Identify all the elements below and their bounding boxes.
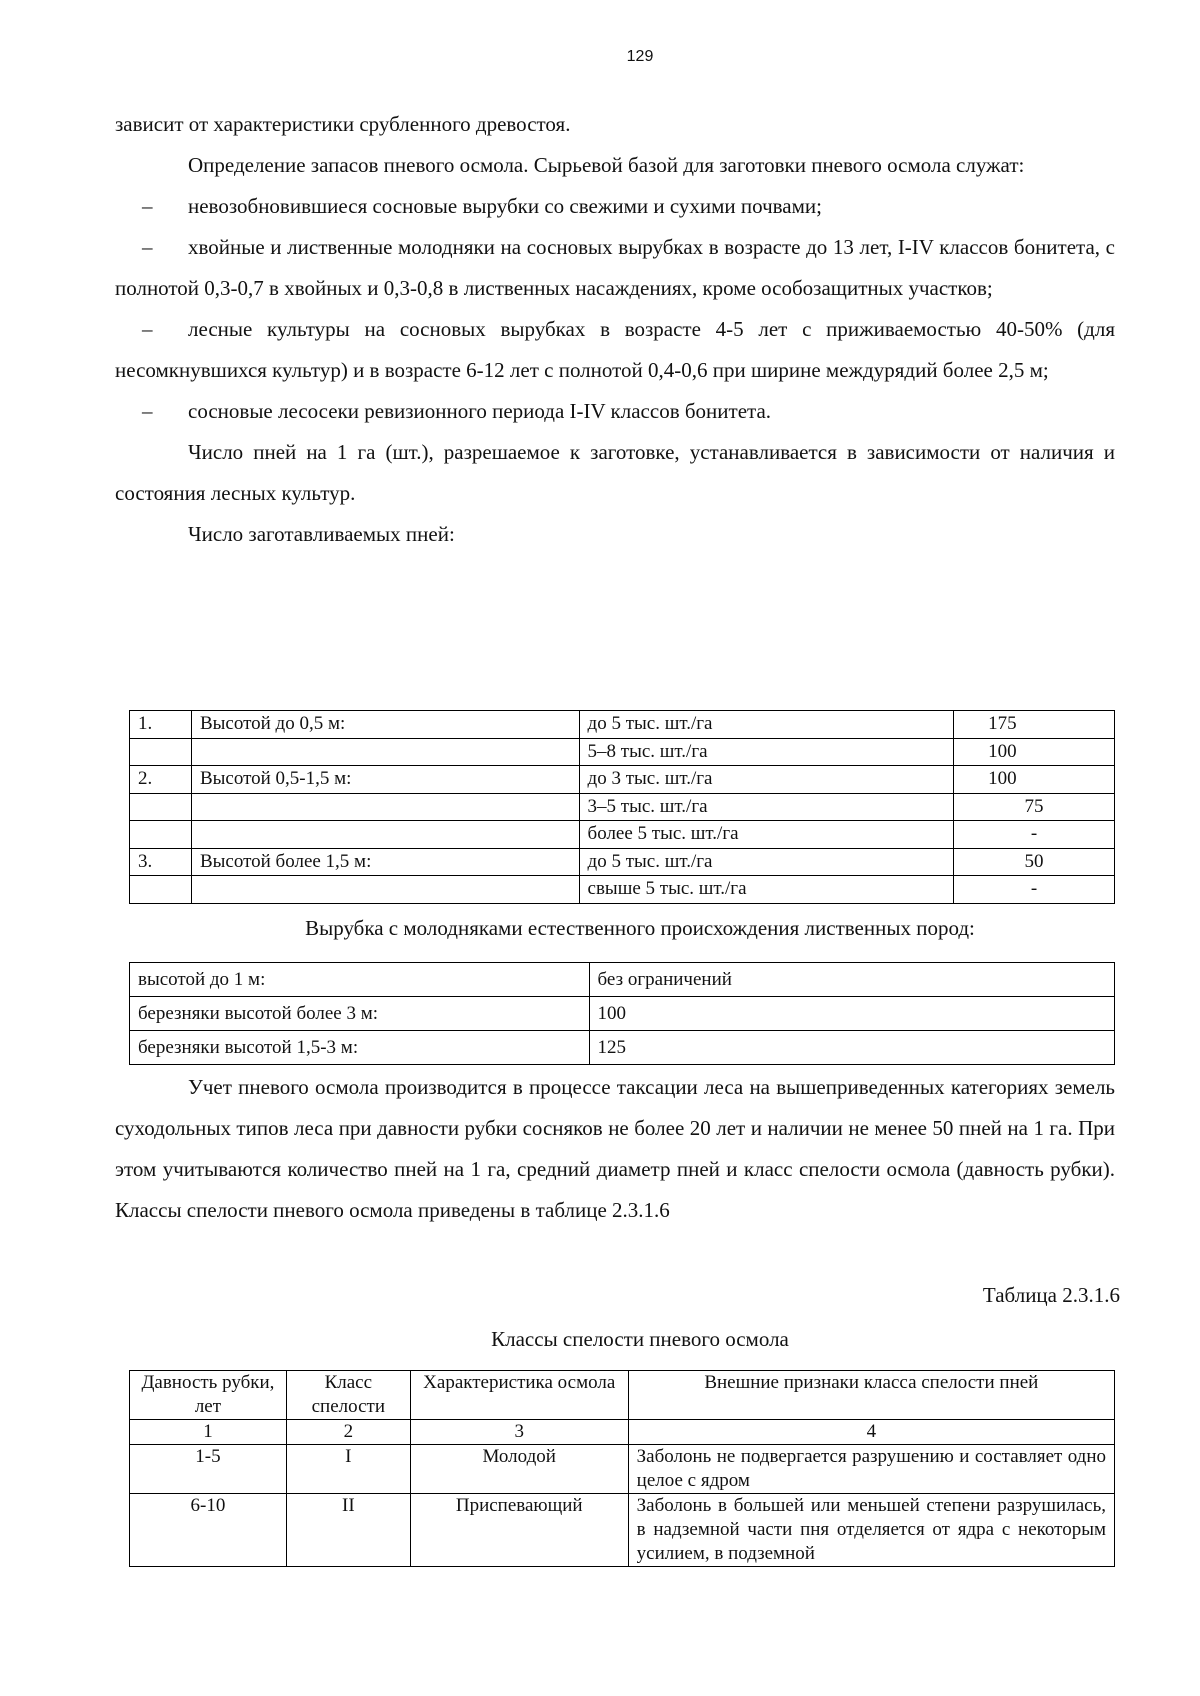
table-cell: до 5 тыс. шт./га xyxy=(579,848,954,876)
list-item xyxy=(115,227,1115,309)
paragraph: Число пней на 1 га (шт.), разрешаемое к заготовке, устанавливается в зависимости от наличия и состояния лесных культур. xyxy=(115,440,1115,505)
page-number: 129 xyxy=(626,48,654,65)
table-row xyxy=(130,1031,1115,1065)
table-header-cell: Внешние признаки класса спелости пней xyxy=(628,1371,1114,1420)
table-number-cell: 1 xyxy=(130,1420,287,1445)
table-cell xyxy=(130,876,192,904)
table-cell: высотой до 1 м: xyxy=(130,963,590,997)
list-item-text: лесные культуры на сосновых вырубках в возрасте 4-5 лет с приживаемостью 40-50% (для несомкнувшихся культур) и в возрасте 6-12 лет с полнотой 0,4-0,6 при ширине междурядий более 2,5 м; xyxy=(115,317,1115,382)
table-cell: 125 xyxy=(589,1031,1114,1065)
table-header-cell: Характеристика осмола xyxy=(410,1371,628,1420)
table-cell: Высотой 0,5-1,5 м: xyxy=(191,766,579,794)
table-cell: 100 xyxy=(954,766,1115,794)
table-row xyxy=(130,793,1115,821)
table-cell: до 3 тыс. шт./га xyxy=(579,766,954,794)
list-item-text: сосновые лесосеки ревизионного периода I-IV классов бонитета. xyxy=(188,399,772,423)
table-cell: березняки высотой более 3 м: xyxy=(130,997,590,1031)
deciduous-table xyxy=(129,962,1115,1065)
table-number-cell: 2 xyxy=(286,1420,410,1445)
table-number-cell: 4 xyxy=(628,1420,1114,1445)
table-row xyxy=(130,738,1115,766)
table-header-cell: Давность рубки, лет xyxy=(130,1371,287,1420)
list-item xyxy=(115,391,1115,432)
table-row xyxy=(130,876,1115,904)
list-dash: – xyxy=(142,235,153,259)
table-header-cell: Класс спелости xyxy=(286,1371,410,1420)
table-cell: I xyxy=(286,1445,410,1494)
table-cell: Высотой до 0,5 м: xyxy=(191,711,579,739)
table-cell: более 5 тыс. шт./га xyxy=(579,821,954,849)
table-row xyxy=(130,963,1115,997)
table-cell xyxy=(191,876,579,904)
table-cell: 1. xyxy=(130,711,192,739)
table-row xyxy=(130,1494,1115,1567)
table-cell: Заболонь не подвергается разрушению и составляет одно целое с ядром xyxy=(628,1445,1114,1494)
table-cell: 3. xyxy=(130,848,192,876)
table-cell: - xyxy=(954,821,1115,849)
table-cell: II xyxy=(286,1494,410,1567)
table-cell: до 5 тыс. шт./га xyxy=(579,711,954,739)
table-cell: 100 xyxy=(589,997,1114,1031)
table2-caption: Вырубка с молодняками естественного происхождения лиственных пород: xyxy=(305,916,975,940)
table-cell: 75 xyxy=(954,793,1115,821)
table-cell xyxy=(130,793,192,821)
paragraph: зависит от характеристики срубленного древостоя. xyxy=(115,112,571,136)
list-dash: – xyxy=(142,194,153,218)
list-dash: – xyxy=(142,317,153,341)
table-cell: Молодой xyxy=(410,1445,628,1494)
table-cell: Приспевающий xyxy=(410,1494,628,1567)
list-dash: – xyxy=(142,399,153,423)
table-cell xyxy=(130,821,192,849)
table-header-row xyxy=(130,1371,1115,1420)
table-cell: 50 xyxy=(954,848,1115,876)
table-number-cell: 3 xyxy=(410,1420,628,1445)
paragraph: Определение запасов пневого осмола. Сырьевой базой для заготовки пневого осмола служат: xyxy=(188,153,1025,177)
table-row xyxy=(130,821,1115,849)
table-cell xyxy=(191,821,579,849)
table-row xyxy=(130,1445,1115,1494)
table-row xyxy=(130,848,1115,876)
ripeness-classes-table xyxy=(129,1370,1115,1567)
table-cell xyxy=(191,738,579,766)
body-text-top xyxy=(115,104,1115,555)
table-cell: - xyxy=(954,876,1115,904)
table-row xyxy=(130,766,1115,794)
table-cell: 2. xyxy=(130,766,192,794)
paragraph: Число заготавливаемых пней: xyxy=(188,522,455,546)
table-cell xyxy=(191,793,579,821)
table-cell: 100 xyxy=(954,738,1115,766)
table-cell: Заболонь в большей или меньшей степени разрушилась, в надземной части пня отделяется от ядра с некоторым усилием, в подземной xyxy=(628,1494,1114,1567)
table-number-row xyxy=(130,1420,1115,1445)
table-cell: 1-5 xyxy=(130,1445,287,1494)
table-row xyxy=(130,711,1115,739)
table-cell: Высотой более 1,5 м: xyxy=(191,848,579,876)
table-title: Классы спелости пневого осмола xyxy=(491,1327,789,1351)
table-row xyxy=(130,997,1115,1031)
table-cell: березняки высотой 1,5-3 м: xyxy=(130,1031,590,1065)
list-item xyxy=(115,186,1115,227)
paragraph: Учет пневого осмола производится в процессе таксации леса на вышеприведенных категориях земель суходольных типов леса при давности рубки сосняков не более 20 лет и наличии не менее 50 пней на 1 га. При этом учитываются количество пней на 1 га, средний диаметр пней и класс спелости осмола (давность рубки). Классы спелости пневого осмола приведены в таблице 2.3.1.6 xyxy=(115,1075,1115,1222)
table-cell: 5–8 тыс. шт./га xyxy=(579,738,954,766)
list-item-text: хвойные и лиственные молодняки на сосновых вырубках в возрасте до 13 лет, I-IV классов бонитета, с полнотой 0,3-0,7 в хвойных и 0,3-0,8 в лиственных насаждениях, кроме особозащитных участков; xyxy=(115,235,1115,300)
table-label: Таблица 2.3.1.6 xyxy=(982,1283,1120,1307)
table-cell: свыше 5 тыс. шт./га xyxy=(579,876,954,904)
list-item xyxy=(115,309,1115,391)
body-text-bottom xyxy=(115,1067,1115,1231)
table-cell: 3–5 тыс. шт./га xyxy=(579,793,954,821)
table-cell: 6-10 xyxy=(130,1494,287,1567)
table-cell: 175 xyxy=(954,711,1115,739)
stumps-count-table xyxy=(129,710,1115,904)
list-item-text: невозобновившиеся сосновые вырубки со свежими и сухими почвами; xyxy=(188,194,822,218)
table-cell: без ограничений xyxy=(589,963,1114,997)
table-cell xyxy=(130,738,192,766)
